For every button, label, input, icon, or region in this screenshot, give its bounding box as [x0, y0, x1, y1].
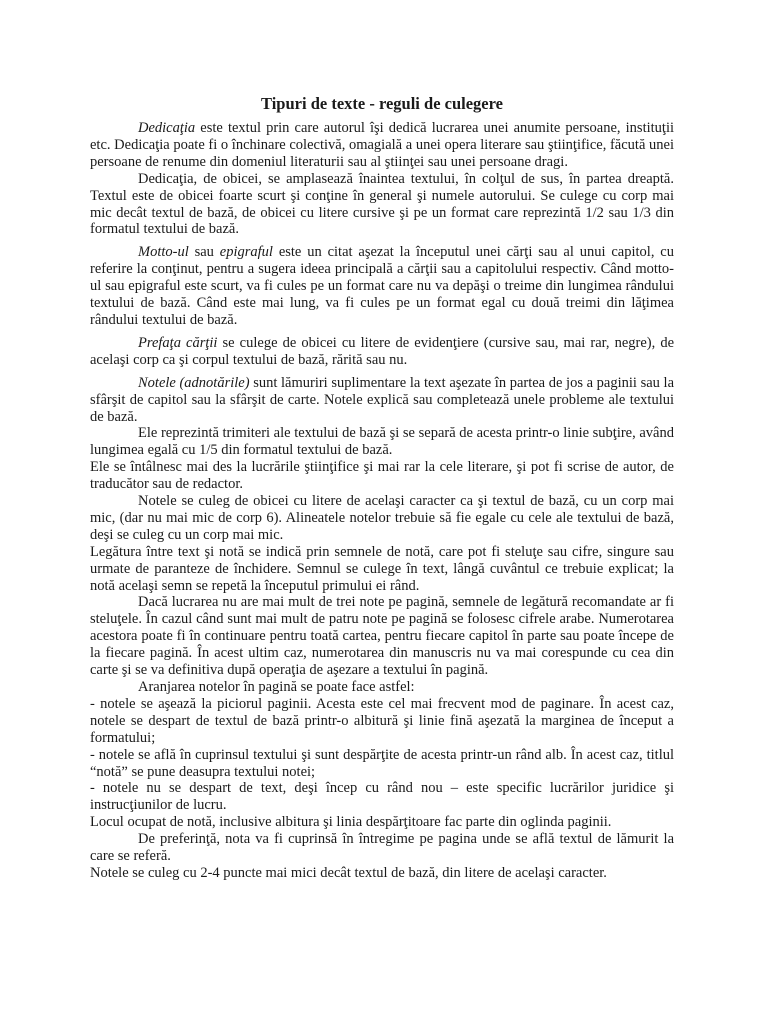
list-item-juridice	[90, 780, 674, 814]
term-prefata: Prefaţa cărţii	[138, 334, 218, 351]
paragraph-motto	[90, 244, 674, 329]
paragraph-notele	[90, 375, 674, 426]
paragraph-text: - notele nu se despart de text, deşi încep cu rând nou – este specific lucrărilor juridice şi instrucţiunilor de lucru.	[90, 780, 674, 814]
term-epigraful: epigraful	[219, 244, 273, 261]
paragraph-oglinda	[90, 814, 674, 831]
paragraph-text: Notele se culeg cu 2-4 puncte mai mici decât textul de bază, din litere de acelaşi caracter.	[90, 864, 607, 881]
paragraph-connector: sau	[188, 244, 220, 261]
paragraph-text: este un citat aşezat la începutul unei cărţi sau al unui capitol, cu referire la conţinut, pentru a sugera ideea principală a cărţii sau a capitolului respectiv. Când motto-ul sau epigraful este scurt, va fi cules pe un format care nu va depăşi o treime din lungimea rândului textului de bază. Când este mai lung, va fi cules pe un format egal cu două treimi din lăţimea rândului textului de bază.	[90, 244, 674, 328]
paragraph-preferinta	[90, 831, 674, 865]
paragraph-text: De preferinţă, nota va fi cuprinsă în întregime pe pagina unde se află textul de lămurit la care se referă.	[90, 831, 674, 865]
paragraph-text: Dacă lucrarea nu are mai mult de trei note pe pagină, semnele de legătură recomandate ar fi steluţele. În cazul când sunt mai mult de patru note pe pagină se folosesc cifrele arabe. Numerotarea acestora poate fi în continuare pentru toată cartea, pentru fiecare capitol în parte sau poate începe de la fiecare pagină. În acest ultim caz, numerotarea din manuscris nu va mai corespunde cu cea din carte şi se va definitiva după operaţia de aşezare a textului în pagină.	[90, 594, 674, 679]
paragraph-numerotare	[90, 594, 674, 679]
paragraph-trimiteri	[90, 425, 674, 459]
paragraph-text: - notele se află în cuprinsul textului şi sunt despărţite de acesta printr-un rând alb. În acest caz, titlul “notă” se pune deasupra textului notei;	[90, 746, 674, 780]
paragraph-corp-note	[90, 493, 674, 544]
paragraph-text: Locul ocupat de notă, inclusive albitura şi linia despărţitoare fac parte din oglinda paginii.	[90, 814, 612, 831]
term-motto: Motto-ul	[138, 244, 189, 261]
paragraph-text: Dedicaţia, de obicei, se amplasează înaintea textului, în colţul de sus, în partea dreaptă. Textul este de obicei foarte scurt şi conţine în general şi numele autorului. Se culege cu corp mai mic decât textul de bază, de obicei cu litere cursive şi pe un format care reprezintă 1/2 sau 1/3 din formatul textului de bază.	[90, 170, 674, 238]
paragraph-text: este textul prin care autorul îşi dedică lucrarea unei anumite persoane, instituţii etc. Dedicaţia poate fi o închinare colectivă, omagială a unei opera literare sau ştiinţifice, făcută unei persoane de renume din domeniul literaturii sau al ştiinţei sau unei persoane dragi.	[90, 120, 674, 170]
term-notele: Notele (adnotările)	[138, 374, 250, 391]
paragraph-text: Notele se culeg de obicei cu litere de acelaşi caracter ca şi textul de bază, cu un corp mai mic, (dar nu mai mic de corp 6). Alineatele notelor trebuie să fie egale cu cele ale textului de bază, deşi se culeg cu un corp mai mic.	[90, 493, 674, 543]
paragraph-text: Legătura între text şi notă se indică prin semnele de notă, care pot fi steluţe sau cifre, singure sau urmate de paranteze de închidere. Semnul se culege în text, lângă cuvântul ce trebuie explicat; la notă acelaşi semn se repetă la începutul primului ei rând.	[90, 543, 674, 594]
paragraph-text: Aranjarea notelor în pagină se poate face astfel:	[138, 679, 415, 695]
paragraph-dedicatia	[90, 120, 674, 171]
paragraph-aranjare	[90, 679, 674, 696]
paragraph-puncte	[90, 865, 674, 882]
paragraph-text: - notele se aşează la piciorul paginii. Acesta este cel mai frecvent mod de paginare. În acest caz, notele se despart de textul de bază printr-o albitură şi linie fină aşezată la marginea de început a formatului;	[90, 695, 674, 746]
paragraph-text: Ele reprezintă trimiteri ale textului de bază şi se separă de acesta printr-o linie subţire, având lungimea egală cu 1/5 din formatul textului de bază.	[90, 425, 674, 459]
list-item-cuprins	[90, 747, 674, 781]
page-title: Tipuri de texte - reguli de culegere	[261, 94, 503, 113]
paragraph-lucrari	[90, 459, 674, 493]
document-body	[90, 94, 674, 882]
paragraph-dedicatia-amplasare	[90, 171, 674, 239]
list-item-picior	[90, 696, 674, 747]
paragraph-text: se culege de obicei cu litere de evidenţiere (cursive sau, mai rar, negre), de acelaşi corp ca şi corpul textului de bază, rărită sau nu.	[90, 334, 675, 368]
paragraph-legatura	[90, 544, 674, 595]
paragraph-text: sunt lămuriri suplimentare la text aşezate în partea de jos a paginii sau la sfârşit de capitol sau la sfârşit de carte. Notele explică sau completează unele probleme ale textului de bază.	[90, 374, 675, 425]
term-dedicatia: Dedicaţia	[138, 120, 196, 136]
paragraph-text: Ele se întâlnesc mai des la lucrările ştiinţifice şi mai rar la cele literare, şi pot fi scrise de autor, de traducător sau de redactor.	[90, 459, 674, 493]
paragraph-prefata	[90, 335, 674, 369]
